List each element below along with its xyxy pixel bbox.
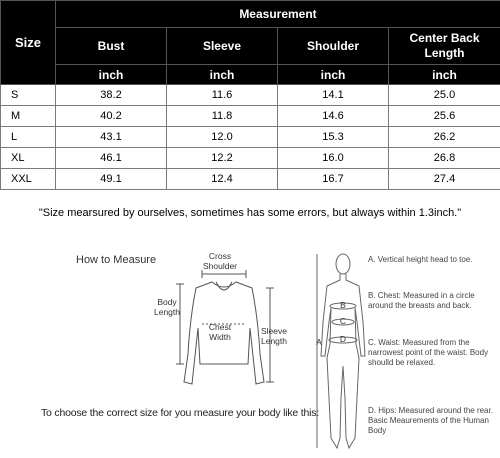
table-row [1, 127, 500, 148]
marker-a: A [315, 337, 323, 347]
sleeve-cell: 12.4 [167, 169, 278, 190]
sleeve-cell: 12.0 [167, 127, 278, 148]
sleeve-length-label: Sleeve Length [257, 326, 291, 346]
unit-label: inch [278, 65, 389, 85]
choose-size-instruction: To choose the correct size for you measure your body like this: [41, 407, 319, 419]
how-to-measure-title: How to Measure [76, 254, 156, 266]
unit-label: inch [389, 65, 500, 85]
size-table [0, 0, 500, 190]
legend-item-c: C. Waist: Measured from the narrowest point of the waist. Body shoulld be relaxed. [368, 338, 498, 368]
legend-item-b: B. Chest: Measured in a circle around the breasts and back. [368, 291, 498, 311]
table-row [1, 106, 500, 127]
size-cell: L [1, 127, 56, 148]
table-row [1, 85, 500, 106]
table-row [1, 169, 500, 190]
measurement-header: Measurement [56, 1, 500, 28]
body-length-label: Body Length [154, 297, 180, 317]
shoulder-cell: 15.3 [278, 127, 389, 148]
shoulder-cell: 16.7 [278, 169, 389, 190]
unit-label: inch [56, 65, 167, 85]
sleeve-cell: 12.2 [167, 148, 278, 169]
bust-cell: 38.2 [56, 85, 167, 106]
measurement-note: "Size mearsured by ourselves, sometimes has some errors, but always within 1.3inch." [0, 207, 500, 219]
size-cell: XXL [1, 169, 56, 190]
size-chart [0, 0, 500, 190]
center-back-length-cell: 25.0 [389, 85, 500, 106]
marker-b: B [339, 300, 347, 310]
size-cell: S [1, 85, 56, 106]
center-back-length-cell: 26.2 [389, 127, 500, 148]
legend-item-d: D. Hips: Measured around the rear. Basic Meaurements of the Human Body [368, 406, 498, 436]
shoulder-cell: 14.1 [278, 85, 389, 106]
cross-shoulder-label: Cross Shoulder [196, 251, 244, 271]
shoulder-cell: 16.0 [278, 148, 389, 169]
column-header-bust: Bust [56, 28, 167, 65]
size-header: Size [1, 1, 56, 85]
marker-c: C [339, 316, 347, 326]
chest-width-label: Chest Width [205, 322, 235, 342]
center-back-length-cell: 25.6 [389, 106, 500, 127]
sleeve-cell: 11.8 [167, 106, 278, 127]
column-header-shoulder: Shoulder [278, 28, 389, 65]
body-measurement-figure [313, 248, 373, 458]
size-cell: M [1, 106, 56, 127]
unit-label: inch [167, 65, 278, 85]
shoulder-cell: 14.6 [278, 106, 389, 127]
bust-cell: 49.1 [56, 169, 167, 190]
table-row [1, 148, 500, 169]
center-back-length-cell: 27.4 [389, 169, 500, 190]
bust-cell: 46.1 [56, 148, 167, 169]
bust-cell: 43.1 [56, 127, 167, 148]
bust-cell: 40.2 [56, 106, 167, 127]
legend-item-a: A. Vertical height head to toe. [368, 255, 498, 265]
center-back-length-cell: 26.8 [389, 148, 500, 169]
sleeve-cell: 11.6 [167, 85, 278, 106]
marker-d: D [339, 334, 347, 344]
column-header-sleeve: Sleeve [167, 28, 278, 65]
size-cell: XL [1, 148, 56, 169]
column-header-center-back-length: Center Back Length [389, 28, 500, 65]
